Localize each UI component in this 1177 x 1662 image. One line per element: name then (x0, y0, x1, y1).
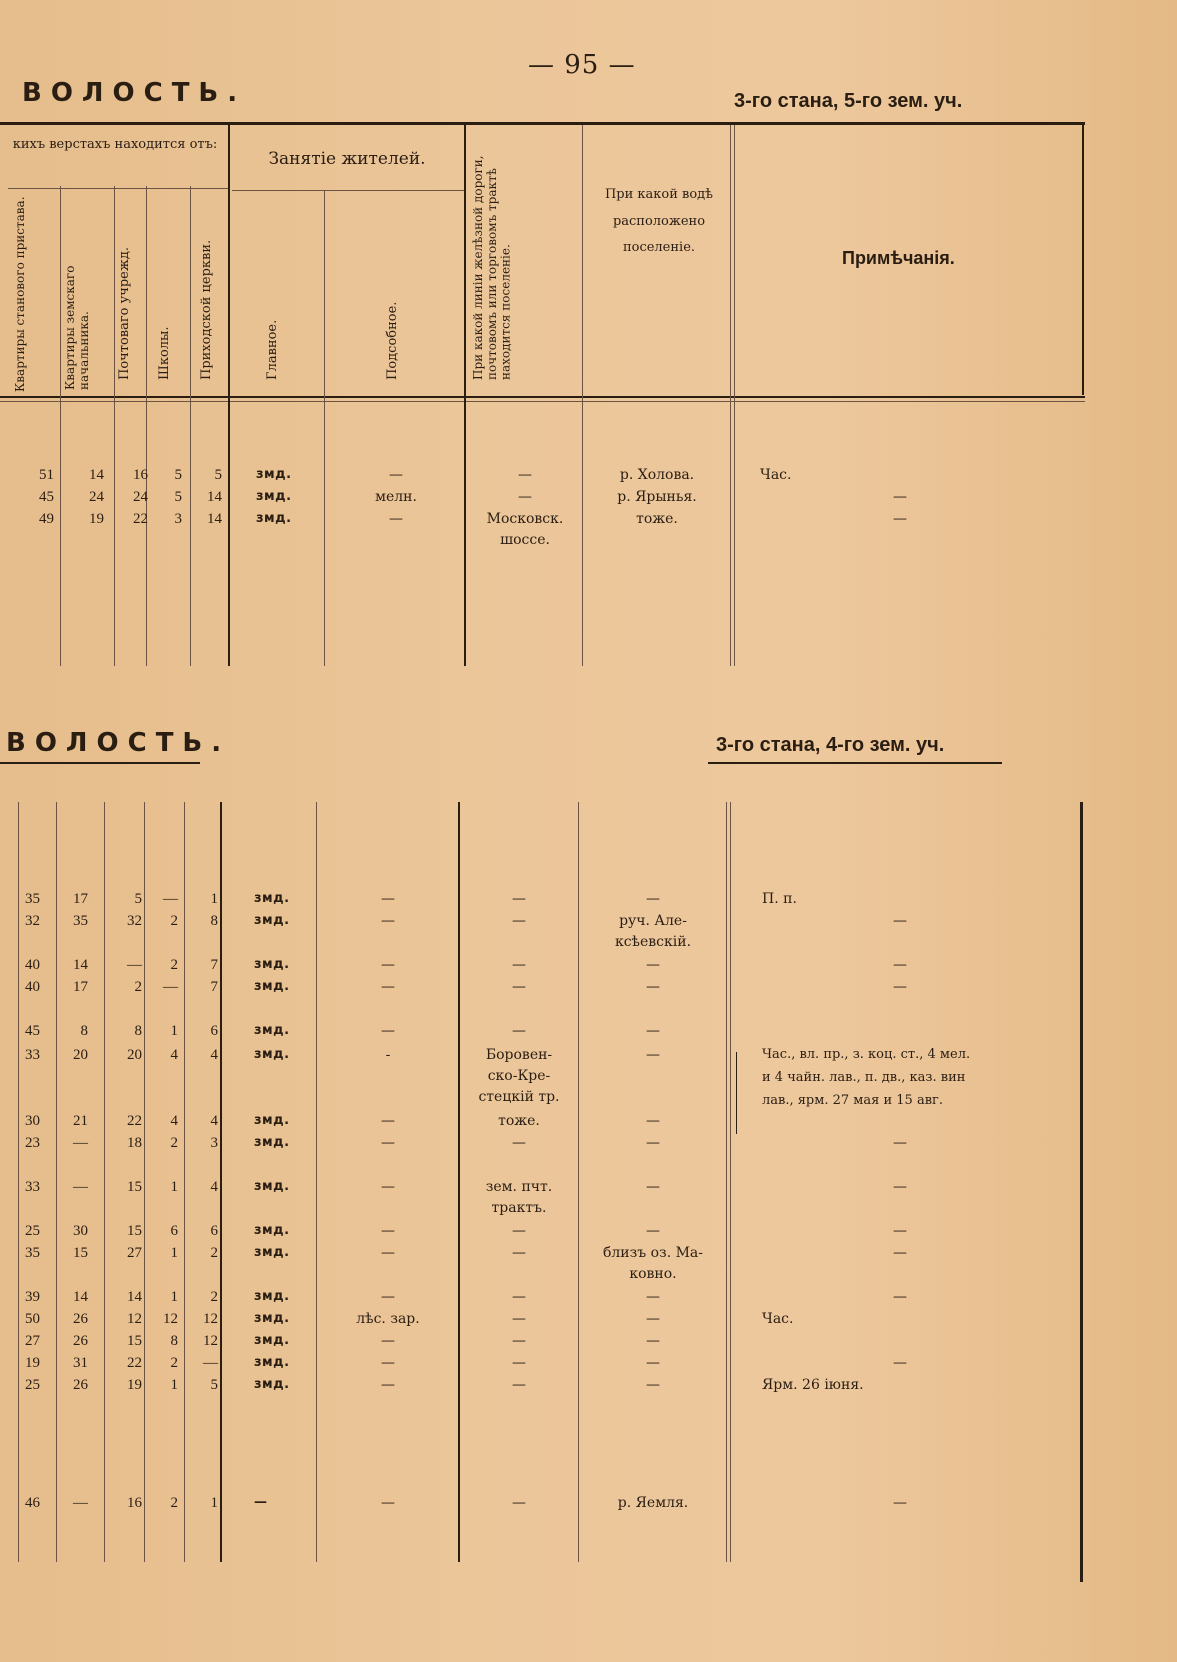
col-header-main: Главное. (265, 319, 280, 380)
note-cell: Ярм. 26 іюня. (762, 1377, 864, 1393)
water-cell: близъ оз. Ма- (602, 1245, 704, 1261)
road-cell: Боровен- (485, 1047, 553, 1063)
water-cell: — (646, 1311, 660, 1327)
road-cell: тоже. (498, 1113, 540, 1129)
distance-cell: 35 (25, 891, 40, 907)
note-cell: Час. (762, 1311, 794, 1327)
note-cell: — (893, 1289, 907, 1305)
note-cell: — (893, 1245, 907, 1261)
distance-cell: 5 (174, 467, 182, 483)
aux-occupation-cell: - (385, 1047, 391, 1063)
distance-cell: 14 (89, 467, 104, 483)
distance-cell: 2 (170, 913, 178, 929)
distance-cell: — (163, 979, 178, 995)
distance-cell: 35 (73, 913, 88, 929)
distance-cell: 12 (203, 1311, 218, 1327)
road-cell: — (512, 891, 526, 907)
distance-cell: 22 (127, 1113, 142, 1129)
distance-cell: 26 (73, 1311, 88, 1327)
col-header-zemsky: Квартиры земскаго начальника. (63, 265, 91, 390)
water-cell: — (646, 1047, 660, 1063)
note-cell: — (893, 957, 907, 973)
distance-cell: 8 (210, 913, 218, 929)
road-cell: — (512, 1023, 526, 1039)
distance-cell: 6 (170, 1223, 178, 1239)
distance-cell: 39 (25, 1289, 40, 1305)
distance-cell: 1 (170, 1179, 178, 1195)
note-cell: — (893, 1355, 907, 1371)
main-occupation-cell: змд. (254, 1355, 290, 1370)
distance-cell: 14 (127, 1289, 142, 1305)
distance-cell: 6 (210, 1223, 218, 1239)
distance-cell: 24 (133, 489, 148, 505)
distance-cell: 21 (73, 1113, 88, 1129)
distance-cell: 14 (207, 489, 222, 505)
note-cell: — (893, 979, 907, 995)
aux-occupation-cell: — (381, 1179, 395, 1195)
distance-cell: 25 (25, 1223, 40, 1239)
distance-cell: 18 (127, 1135, 142, 1151)
distance-cell: 2 (170, 1135, 178, 1151)
distance-cell: 2 (170, 1355, 178, 1371)
note-cell: — (893, 1495, 907, 1511)
road-cell: — (512, 1355, 526, 1371)
main-occupation-cell: змд. (254, 979, 290, 994)
distance-cell: — (127, 957, 142, 973)
distance-cell: — (163, 891, 178, 907)
water-cell: — (646, 1377, 660, 1393)
distance-cell: 32 (127, 913, 142, 929)
distance-cell: 15 (127, 1179, 142, 1195)
distance-cell: 17 (73, 891, 88, 907)
header-rule (0, 396, 1085, 398)
distance-cell: 5 (210, 1377, 218, 1393)
aux-occupation-cell: — (381, 1377, 395, 1393)
road-cell: — (518, 467, 532, 483)
road-cell: стецкій тр. (478, 1089, 560, 1105)
main-occupation-cell: змд. (256, 511, 292, 526)
col-header-stanovoy: Квартиры станового пристава. (13, 196, 27, 392)
road-cell: ско-Кре- (487, 1068, 551, 1084)
col-header-road: При какой линіи желѣзной дороги, почтовомъ или торговомъ трактѣ находится поселеніе. (471, 155, 513, 380)
aux-occupation-cell: — (381, 1245, 395, 1261)
note-cell: — (893, 1179, 907, 1195)
distance-cell: 1 (170, 1023, 178, 1039)
distance-cell: 27 (25, 1333, 40, 1349)
distance-cell: 24 (89, 489, 104, 505)
col-header-school: Школы. (157, 326, 172, 380)
col-header-church: Приходской церкви. (199, 239, 214, 380)
road-cell: зем. пчт. (485, 1179, 553, 1195)
main-occupation-cell: змд. (254, 1113, 290, 1128)
distance-cell: 31 (73, 1355, 88, 1371)
distance-cell: 33 (25, 1179, 40, 1195)
aux-occupation-cell: — (381, 1495, 395, 1511)
distance-cell: — (73, 1179, 88, 1195)
distance-cell: 19 (25, 1355, 40, 1371)
note-cell: — (893, 489, 907, 505)
distance-cell: 1 (170, 1245, 178, 1261)
distance-cell: 2 (210, 1289, 218, 1305)
water-cell: — (646, 1355, 660, 1371)
water-cell: — (646, 1113, 660, 1129)
main-occupation-cell: змд. (254, 1023, 290, 1038)
distance-cell: 50 (25, 1311, 40, 1327)
distance-cell: 22 (127, 1355, 142, 1371)
distance-cell: — (73, 1135, 88, 1151)
aux-occupation-cell: — (381, 913, 395, 929)
road-cell: — (512, 1377, 526, 1393)
top-rule (0, 122, 1085, 125)
distance-cell: 35 (25, 1245, 40, 1261)
distance-cell: 14 (73, 957, 88, 973)
distance-cell: 26 (73, 1377, 88, 1393)
section1-title: ВОЛОСТЬ. (22, 78, 247, 108)
road-cell: — (512, 1311, 526, 1327)
distance-cell: 2 (210, 1245, 218, 1261)
distance-cell: 27 (127, 1245, 142, 1261)
distance-cell: — (73, 1495, 88, 1511)
water-cell: — (646, 979, 660, 995)
aux-occupation-cell: — (381, 1289, 395, 1305)
water-cell: р. Холова. (619, 467, 695, 483)
col-header-water: При какой водѣ расположено поселеніе. (604, 187, 714, 256)
distance-cell: 3 (210, 1135, 218, 1151)
distance-cell: 19 (127, 1377, 142, 1393)
distance-cell: — (203, 1355, 218, 1371)
note-cell: П. п. (762, 891, 797, 907)
distance-cell: 3 (174, 511, 182, 527)
road-cell: — (512, 913, 526, 929)
road-cell: — (512, 1289, 526, 1305)
main-occupation-cell: змд. (254, 1333, 290, 1348)
section2-title: ВОЛОСТЬ. (6, 728, 231, 758)
distance-cell: 45 (25, 1023, 40, 1039)
note-cell: Час. (760, 467, 792, 483)
distance-cell: 33 (25, 1047, 40, 1063)
aux-occupation-cell: мелн. (375, 489, 417, 505)
distance-cell: 7 (210, 979, 218, 995)
distance-cell: 40 (25, 957, 40, 973)
aux-occupation-cell: — (381, 1355, 395, 1371)
road-cell: — (512, 1135, 526, 1151)
aux-occupation-cell: — (381, 979, 395, 995)
distance-cell: 22 (133, 511, 148, 527)
main-occupation-cell: змд. (254, 1245, 290, 1260)
aux-occupation-cell: — (381, 957, 395, 973)
distance-cell: 20 (73, 1047, 88, 1063)
aux-occupation-cell: — (381, 1333, 395, 1349)
distance-cell: 14 (73, 1289, 88, 1305)
aux-occupation-cell: — (381, 1113, 395, 1129)
main-occupation-cell: змд. (254, 957, 290, 972)
aux-occupation-cell: — (381, 1135, 395, 1151)
distance-cell: 4 (170, 1047, 178, 1063)
distances-title: кихъ верстахъ находится отъ: (12, 137, 218, 152)
distance-cell: 1 (210, 1495, 218, 1511)
note-cell: лав., ярм. 27 мая и 15 авг. (762, 1093, 943, 1108)
section2-district-rule (708, 762, 1002, 764)
distance-cell: 23 (25, 1135, 40, 1151)
distance-cell: 1 (170, 1377, 178, 1393)
road-cell: Московск. (486, 511, 564, 527)
main-occupation-cell: змд. (254, 1223, 290, 1238)
main-occupation-cell: змд. (254, 1047, 290, 1062)
distance-cell: 15 (127, 1333, 142, 1349)
note-cell: и 4 чайн. лав., п. дв., каз. вин (762, 1070, 966, 1085)
water-cell: р. Яемля. (617, 1495, 689, 1511)
distance-cell: 12 (127, 1311, 142, 1327)
distance-cell: 16 (133, 467, 148, 483)
page-number: — 95 — (528, 50, 636, 80)
distance-cell: 2 (134, 979, 142, 995)
road-cell: — (512, 1223, 526, 1239)
water-cell: р. Ярынья. (617, 489, 697, 505)
distance-cell: 12 (203, 1333, 218, 1349)
note-cell: — (893, 511, 907, 527)
distance-cell: 1 (170, 1289, 178, 1305)
col-header-post: Почтоваго учрежд. (117, 247, 132, 380)
distance-cell: 8 (80, 1023, 88, 1039)
distance-cell: 26 (73, 1333, 88, 1349)
distance-cell: 2 (170, 957, 178, 973)
distance-cell: 30 (73, 1223, 88, 1239)
distance-cell: 15 (73, 1245, 88, 1261)
main-occupation-cell: змд. (254, 1377, 290, 1392)
note-brace (736, 1052, 737, 1134)
water-cell: — (646, 891, 660, 907)
distance-cell: 15 (127, 1223, 142, 1239)
water-cell: — (646, 1179, 660, 1195)
water-cell: — (646, 1333, 660, 1349)
road-cell: — (512, 957, 526, 973)
aux-occupation-cell: — (389, 467, 403, 483)
water-cell: — (646, 1135, 660, 1151)
distance-cell: 7 (210, 957, 218, 973)
distance-cell: 16 (127, 1495, 142, 1511)
distance-cell: 8 (170, 1333, 178, 1349)
road-cell: — (512, 1333, 526, 1349)
water-cell: руч. Але- (619, 913, 687, 929)
water-cell: ксѣевскій. (614, 934, 692, 950)
water-cell: — (646, 957, 660, 973)
occupation-title: Занятіе жителей. (268, 149, 426, 169)
section1-district: 3-го стана, 5-го зем. уч. (734, 90, 963, 112)
distance-cell: 5 (134, 891, 142, 907)
road-cell: — (512, 1245, 526, 1261)
road-cell: шоссе. (500, 532, 550, 548)
distance-cell: 25 (25, 1377, 40, 1393)
distance-cell: 19 (89, 511, 104, 527)
col-header-aux: Подсобное. (385, 301, 400, 380)
main-occupation-cell: змд. (254, 1179, 290, 1194)
occupation-rule (232, 190, 464, 191)
main-occupation-cell: змд. (256, 467, 292, 482)
distance-cell: 8 (134, 1023, 142, 1039)
distance-cell: 4 (210, 1047, 218, 1063)
main-occupation-cell: змд. (254, 1289, 290, 1304)
note-cell: — (893, 1223, 907, 1239)
distance-cell: 32 (25, 913, 40, 929)
water-cell: — (646, 1223, 660, 1239)
distance-cell: 5 (214, 467, 222, 483)
distance-cell: 51 (39, 467, 54, 483)
distance-cell: 46 (25, 1495, 40, 1511)
main-occupation-cell: змд. (254, 1311, 290, 1326)
distance-cell: 17 (73, 979, 88, 995)
note-cell: — (893, 913, 907, 929)
road-cell: — (512, 979, 526, 995)
distance-cell: 4 (210, 1179, 218, 1195)
road-cell: — (512, 1495, 526, 1511)
col-header-notes: Примѣчанія. (842, 248, 955, 268)
note-cell: Час., вл. пр., з. коц. ст., 4 мел. (762, 1047, 971, 1062)
distances-rule (8, 188, 230, 189)
main-occupation-cell: — (254, 1495, 268, 1510)
note-cell: — (893, 1135, 907, 1151)
aux-occupation-cell: — (381, 1223, 395, 1239)
main-occupation-cell: змд. (256, 489, 292, 504)
distance-cell: 20 (127, 1047, 142, 1063)
water-cell: тоже. (636, 511, 678, 527)
aux-occupation-cell: лѣс. зар. (356, 1311, 420, 1327)
section2-title-rule (0, 762, 200, 764)
header-rule-2 (0, 401, 1085, 402)
distance-cell: 6 (210, 1023, 218, 1039)
main-occupation-cell: змд. (254, 1135, 290, 1150)
road-cell: — (518, 489, 532, 505)
distance-cell: 2 (170, 1495, 178, 1511)
distance-cell: 1 (210, 891, 218, 907)
aux-occupation-cell: — (381, 891, 395, 907)
water-cell: — (646, 1289, 660, 1305)
main-occupation-cell: змд. (254, 891, 290, 906)
water-cell: ковно. (629, 1266, 677, 1282)
road-cell: трактъ. (491, 1200, 547, 1216)
distance-cell: 4 (170, 1113, 178, 1129)
distance-cell: 12 (163, 1311, 178, 1327)
distance-cell: 4 (210, 1113, 218, 1129)
distance-cell: 14 (207, 511, 222, 527)
distance-cell: 45 (39, 489, 54, 505)
aux-occupation-cell: — (389, 511, 403, 527)
distance-cell: 5 (174, 489, 182, 505)
distance-cell: 30 (25, 1113, 40, 1129)
main-occupation-cell: змд. (254, 913, 290, 928)
distance-cell: 49 (39, 511, 54, 527)
distance-cell: 40 (25, 979, 40, 995)
section2-district: 3-го стана, 4-го зем. уч. (716, 734, 945, 756)
aux-occupation-cell: — (381, 1023, 395, 1039)
water-cell: — (646, 1023, 660, 1039)
